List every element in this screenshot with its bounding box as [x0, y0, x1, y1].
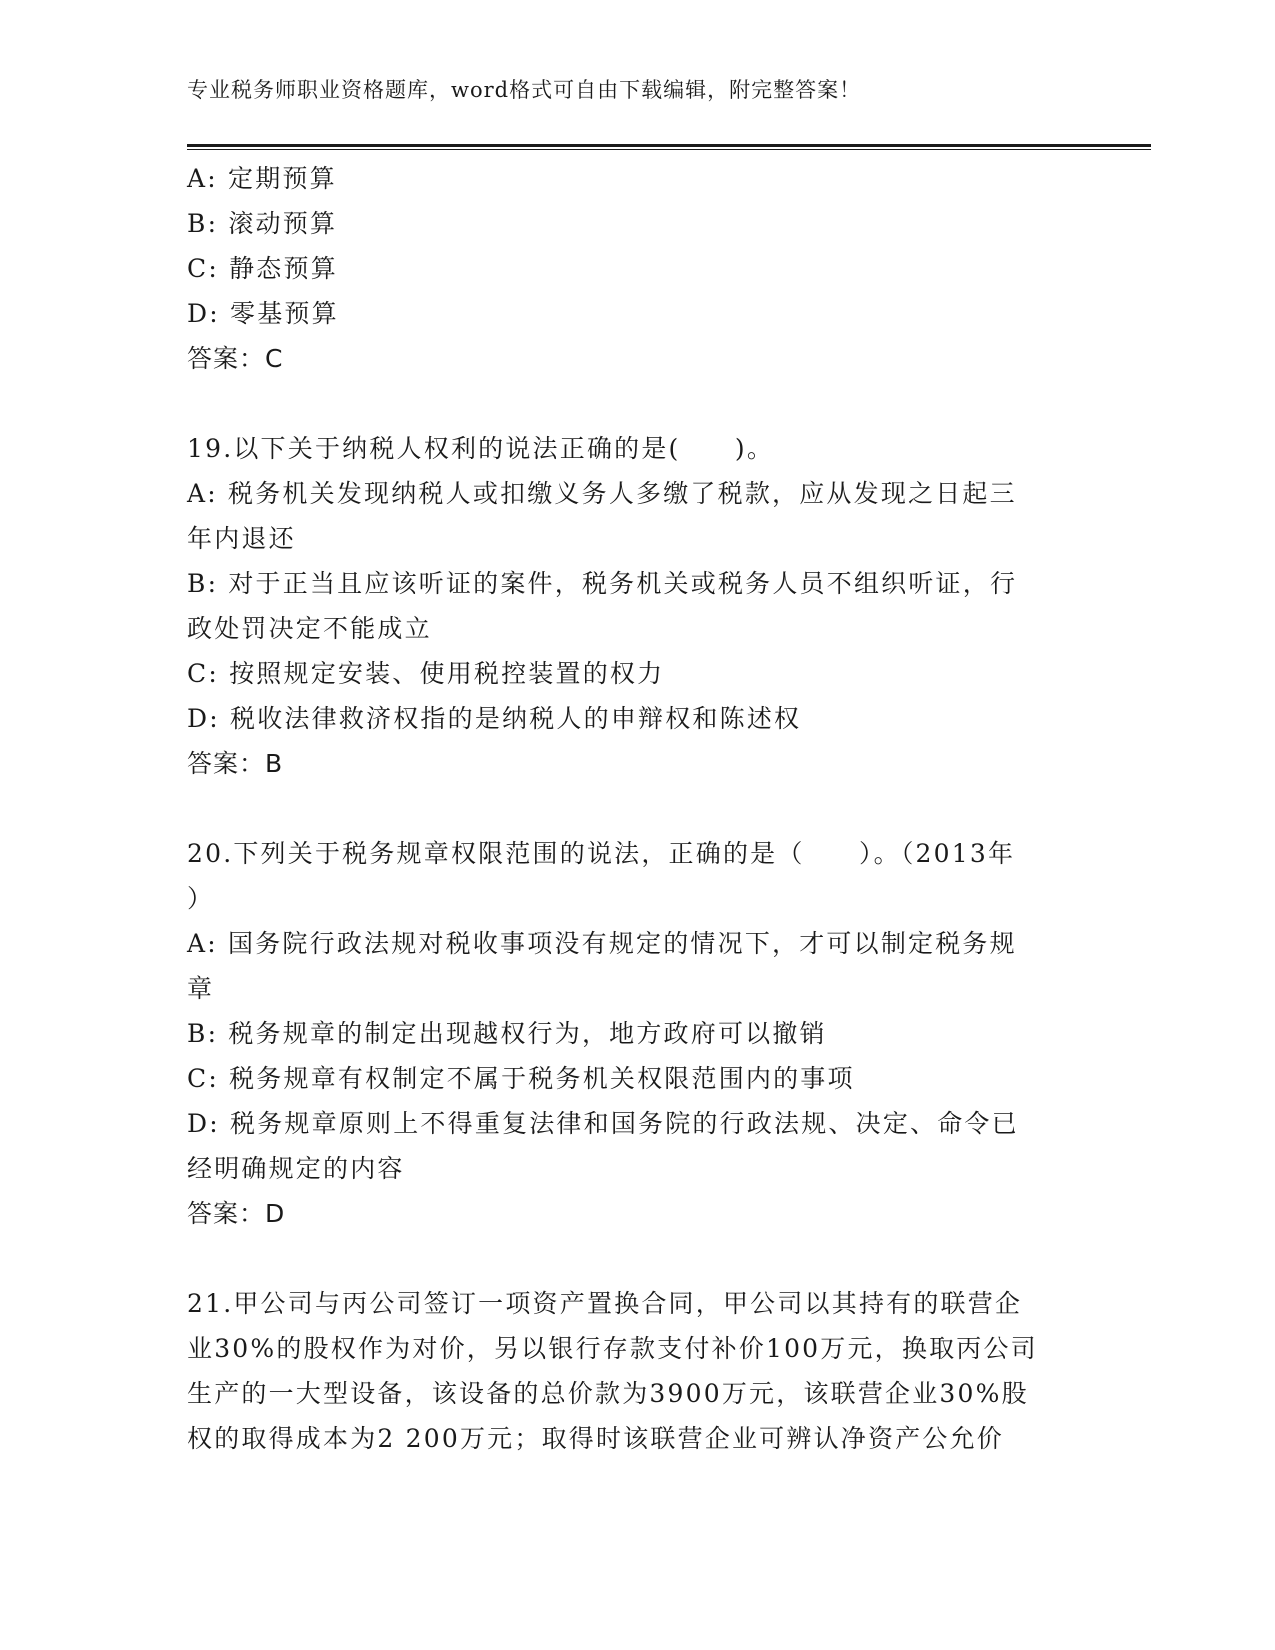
- question-stem: 21.甲公司与丙公司签订一项资产置换合同，甲公司以其持有的联营企: [187, 1289, 1023, 1318]
- spacer: [187, 1236, 1087, 1281]
- question-stem-continued: ）: [187, 884, 215, 913]
- document-body: [187, 156, 1087, 1461]
- option-a: A: 税务机关发现纳税人或扣缴义务人多缴了税款，应从发现之日起三: [187, 479, 1017, 508]
- spacer: [187, 786, 1087, 831]
- option-b-continued: 政处罚决定不能成立: [187, 614, 432, 643]
- header-rule: [187, 144, 1151, 147]
- question-18-block: [187, 156, 1087, 381]
- question-stem: 20.下列关于税务规章权限范围的说法，正确的是（ ）。（2013年: [187, 839, 1016, 868]
- question-stem-line-4: 权的取得成本为2 200万元；取得时该联营企业可辨认净资产公允价: [187, 1424, 1004, 1453]
- option-d-continued: 经明确规定的内容: [187, 1154, 405, 1183]
- option-b: B: 税务规章的制定出现越权行为，地方政府可以撤销: [187, 1019, 827, 1048]
- question-stem-line-2: 业30%的股权作为对价，另以银行存款支付补价100万元，换取丙公司: [187, 1334, 1038, 1363]
- option-a-continued: 年内退还: [187, 524, 296, 553]
- question-21-block: [187, 1281, 1087, 1461]
- option-b: B: 对于正当且应该听证的案件，税务机关或税务人员不组织听证，行: [187, 569, 1018, 598]
- option-c: C: 静态预算: [187, 254, 338, 283]
- option-c: C: 税务规章有权制定不属于税务机关权限范围内的事项: [187, 1064, 855, 1093]
- answer-line: 答案：C: [187, 344, 284, 373]
- option-d: D: 税收法律救济权指的是纳税人的申辩权和陈述权: [187, 704, 802, 733]
- option-d: D: 税务规章原则上不得重复法律和国务院的行政法规、决定、命令已: [187, 1109, 1019, 1138]
- question-19-block: [187, 426, 1087, 786]
- option-a: A: 定期预算: [187, 164, 337, 193]
- option-d: D: 零基预算: [187, 299, 339, 328]
- spacer: [187, 381, 1087, 426]
- option-a: A: 国务院行政法规对税收事项没有规定的情况下，才可以制定税务规: [187, 929, 1017, 958]
- answer-line: 答案：D: [187, 1199, 286, 1228]
- question-20-block: [187, 831, 1087, 1236]
- page-header: 专业税务师职业资格题库，word格式可自由下载编辑，附完整答案！: [187, 78, 862, 102]
- answer-line: 答案：B: [187, 749, 284, 778]
- option-a-continued: 章: [187, 974, 215, 1003]
- question-stem-line-3: 生产的一大型设备，该设备的总价款为3900万元，该联营企业30%股: [187, 1379, 1029, 1408]
- option-c: C: 按照规定安装、使用税控装置的权力: [187, 659, 665, 688]
- option-b: B: 滚动预算: [187, 209, 338, 238]
- question-stem: 19.以下关于纳税人权利的说法正确的是( )。: [187, 434, 775, 463]
